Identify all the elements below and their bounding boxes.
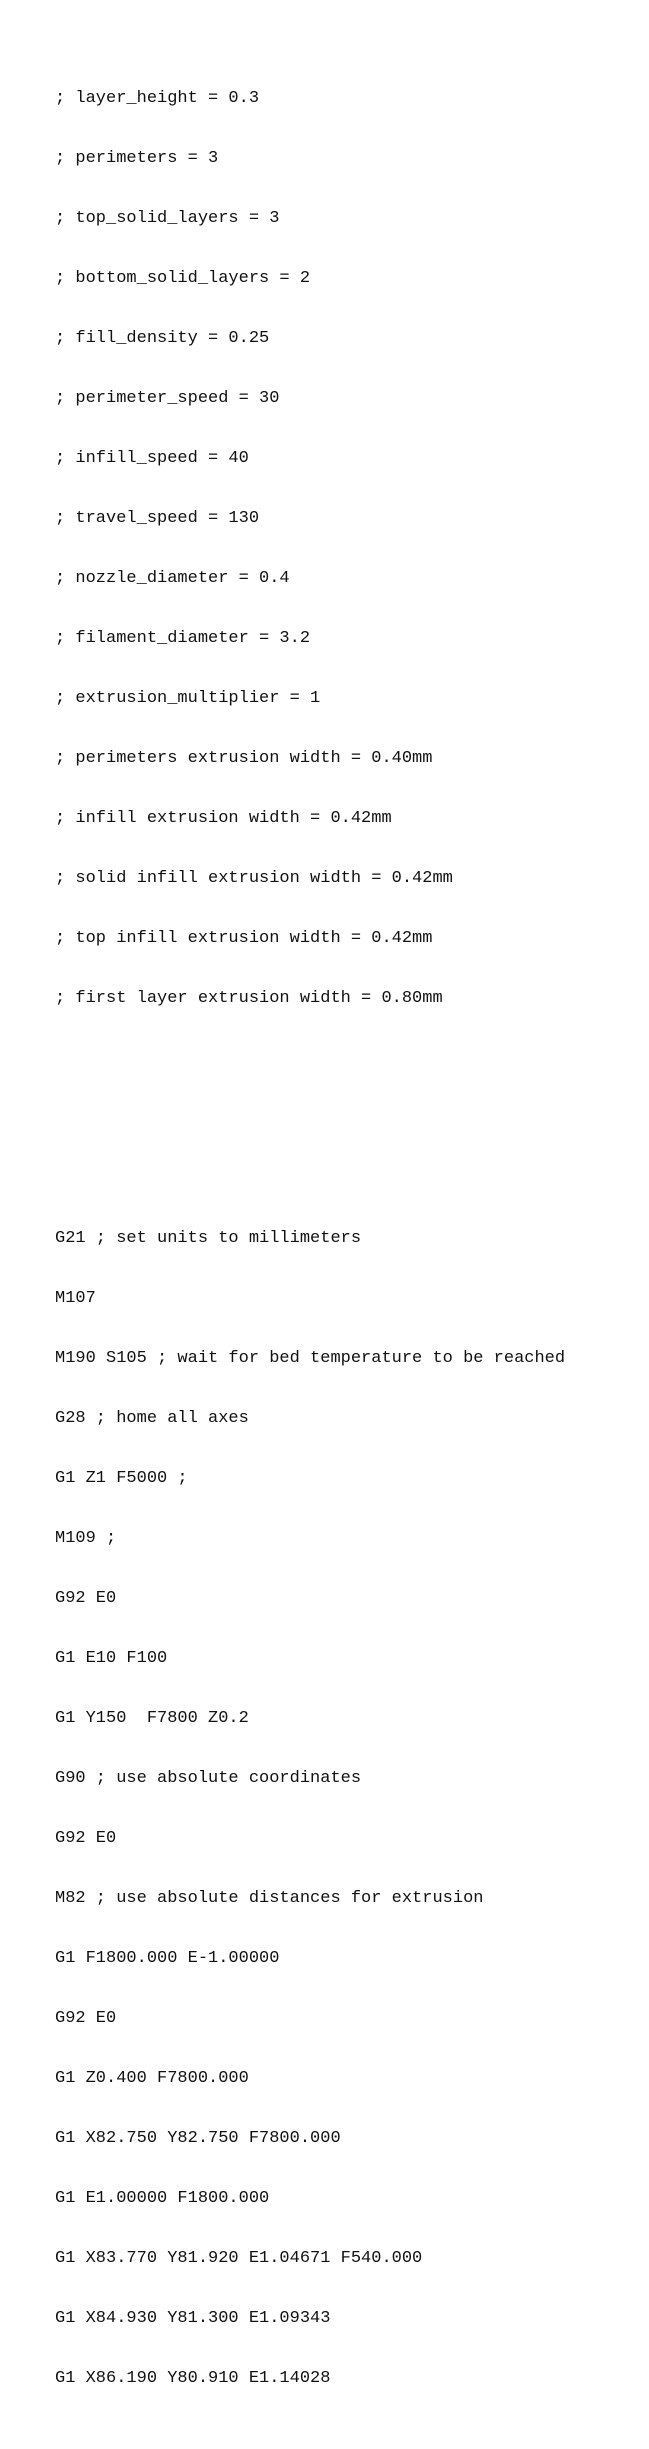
gcode-line: G1 E1.00000 F1800.000 — [55, 2189, 270, 2208]
gcode-line: M82 ; use absolute distances for extrusion — [55, 1889, 484, 1908]
blank-line-separator — [55, 1109, 565, 1129]
gcode-line: G1 Y150 F7800 Z0.2 — [55, 1709, 249, 1728]
gcode-line: G21 ; set units to millimeters — [55, 1229, 362, 1248]
config-line-bottom-solid-layers: ; bottom_solid_layers = 2 — [55, 269, 311, 288]
gcode-command-block — [55, 1189, 565, 2429]
config-line-perimeters-width: ; perimeters extrusion width = 0.40mm — [55, 749, 433, 768]
config-comment-block — [55, 49, 565, 1049]
config-line-extrusion-multiplier: ; extrusion_multiplier = 1 — [55, 689, 321, 708]
gcode-line: G1 F1800.000 E-1.00000 — [55, 1949, 280, 1968]
gcode-line: G92 E0 — [55, 1589, 117, 1608]
gcode-line: G1 X83.770 Y81.920 E1.04671 F540.000 — [55, 2249, 423, 2268]
gcode-line: G1 E10 F100 — [55, 1649, 168, 1668]
config-line-solid-infill-width: ; solid infill extrusion width = 0.42mm — [55, 869, 453, 888]
config-line-fill-density: ; fill_density = 0.25 — [55, 329, 270, 348]
config-line-perimeter-speed: ; perimeter_speed = 30 — [55, 389, 280, 408]
config-line-layer-height: ; layer_height = 0.3 — [55, 89, 260, 108]
gcode-line: G1 X84.930 Y81.300 E1.09343 — [55, 2309, 331, 2328]
gcode-line: G1 Z1 F5000 ; — [55, 1469, 188, 1488]
config-line-top-infill-width: ; top infill extrusion width = 0.42mm — [55, 929, 433, 948]
config-line-first-layer-width: ; first layer extrusion width = 0.80mm — [55, 989, 443, 1008]
config-line-top-solid-layers: ; top_solid_layers = 3 — [55, 209, 280, 228]
gcode-line: G28 ; home all axes — [55, 1409, 249, 1428]
gcode-line: G1 X86.190 Y80.910 E1.14028 — [55, 2369, 331, 2388]
config-line-travel-speed: ; travel_speed = 130 — [55, 509, 260, 528]
gcode-line: G92 E0 — [55, 2009, 117, 2028]
gcode-line: G1 X82.750 Y82.750 F7800.000 — [55, 2129, 341, 2148]
config-line-perimeters: ; perimeters = 3 — [55, 149, 219, 168]
gcode-line: M190 S105 ; wait for bed temperature to be reached — [55, 1349, 566, 1368]
gcode-line: M107 — [55, 1289, 96, 1308]
gcode-line: G90 ; use absolute coordinates — [55, 1769, 362, 1788]
config-line-infill-speed: ; infill_speed = 40 — [55, 449, 249, 468]
gcode-line: G1 Z0.400 F7800.000 — [55, 2069, 249, 2088]
config-line-filament-diameter: ; filament_diameter = 3.2 — [55, 629, 311, 648]
config-line-infill-width: ; infill extrusion width = 0.42mm — [55, 809, 392, 828]
gcode-line: M109 ; — [55, 1529, 117, 1548]
gcode-listing — [55, 9, 565, 2449]
config-line-nozzle-diameter: ; nozzle_diameter = 0.4 — [55, 569, 290, 588]
gcode-line: G92 E0 — [55, 1829, 117, 1848]
